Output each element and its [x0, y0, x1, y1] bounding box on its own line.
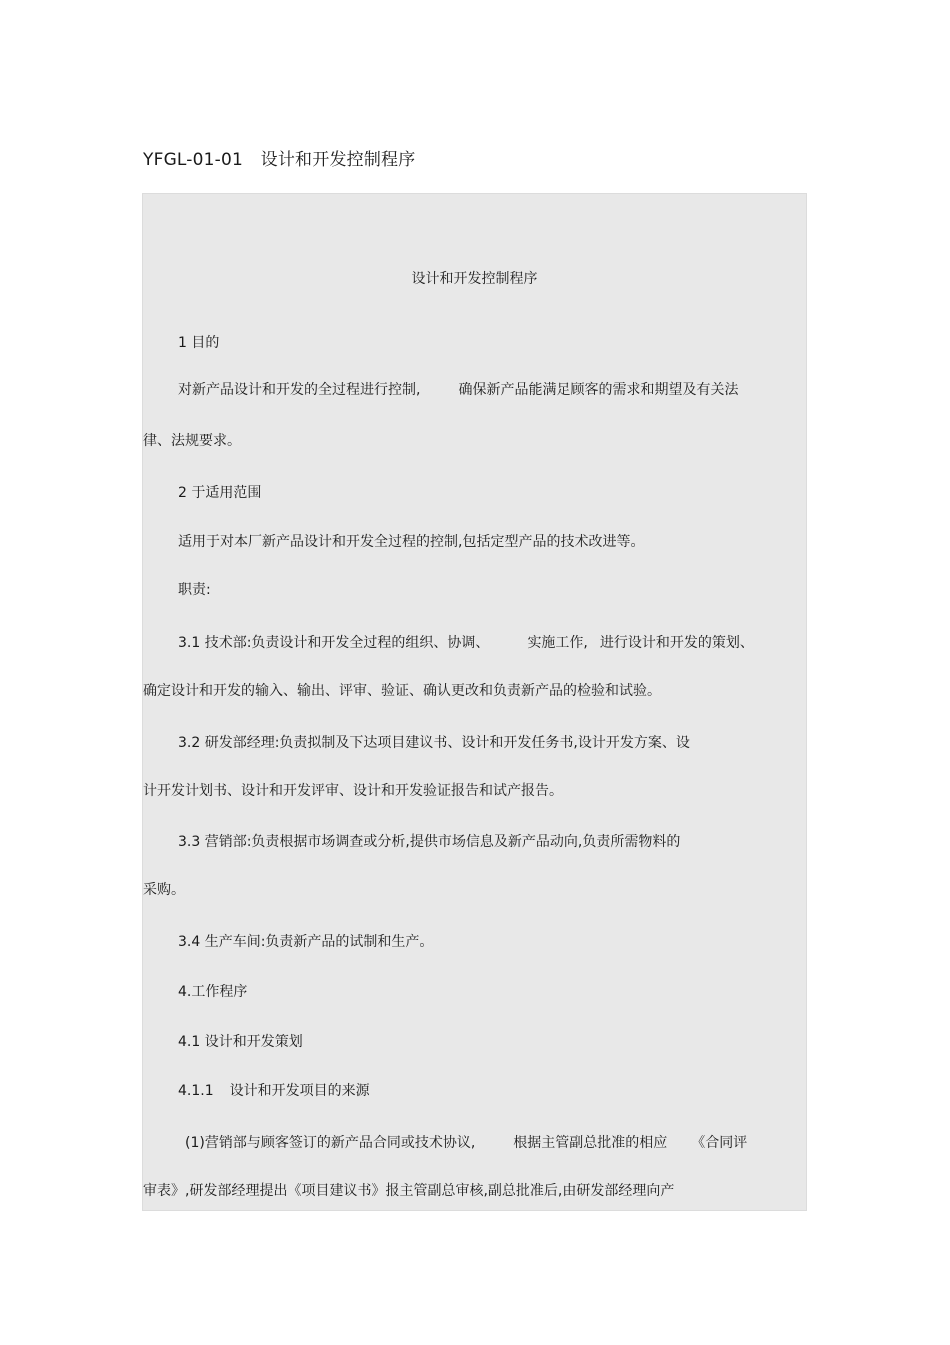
text-segment: 设计和开发项目的来源 — [229, 1083, 370, 1099]
text-segment: 确保新产品能满足顾客的需求和期望及有关法 — [458, 382, 739, 398]
text-segment: 根据主管副总批准的相应 — [513, 1135, 668, 1151]
section-3-3-line-2: 采购。 — [143, 882, 185, 898]
section-3-2-line-2: 计开发计划书、设计和开发评审、设计和开发验证报告和试产报告。 — [143, 783, 563, 799]
text-segment: (1)营销部与顾客签订的新产品合同或技术协议, — [185, 1135, 476, 1151]
section-3-4: 3.4 生产车间:负责新产品的试制和生产。 — [178, 934, 434, 950]
text-segment: 进行设计和开发的策划、 — [599, 635, 754, 651]
section-3-heading: 职责: — [178, 582, 211, 598]
document-code: YFGL-01-01 — [143, 150, 244, 170]
body-title: 设计和开发控制程序 — [411, 271, 538, 287]
paragraph-1-line-2: 审表》,研发部经理提出《项目建议书》报主管副总审核,副总批准后,由研发部经理向产 — [143, 1183, 675, 1199]
section-3-1-line-1 — [178, 634, 754, 652]
section-3-3-line-1: 3.3 营销部:负责根据市场调查或分析,提供市场信息及新产品动向,负责所需物料的 — [178, 834, 681, 850]
text-segment: 《合同评 — [691, 1135, 748, 1151]
section-2-paragraph: 适用于对本厂新产品设计和开发全过程的控制,包括定型产品的技术改进等。 — [178, 534, 645, 550]
paragraph-1-line-1 — [185, 1134, 747, 1152]
text-segment: 3.1 技术部:负责设计和开发全过程的组织、协调、 — [178, 635, 490, 651]
section-1-paragraph-line-2: 律、法规要求。 — [143, 433, 241, 449]
document-header-title: 设计和开发控制程序 — [260, 150, 416, 170]
section-1-paragraph-line-1 — [178, 381, 738, 399]
section-4-1-heading: 4.1 设计和开发策划 — [178, 1034, 303, 1050]
section-2-heading: 2 于适用范围 — [178, 485, 262, 501]
text-segment: 对新产品设计和开发的全过程进行控制, — [178, 382, 421, 398]
section-3-2-line-1: 3.2 研发部经理:负责拟制及下达项目建议书、设计和开发任务书,设计开发方案、设 — [178, 735, 690, 751]
text-segment: 实施工作, — [527, 635, 588, 651]
document-body — [142, 193, 807, 1211]
section-3-1-line-2: 确定设计和开发的输入、输出、评审、验证、确认更改和负责新产品的检验和试验。 — [143, 683, 661, 699]
section-4-1-1-heading — [178, 1082, 370, 1100]
document-header — [143, 145, 415, 170]
section-number: 4.1.1 — [178, 1083, 214, 1099]
section-4-heading: 4.工作程序 — [178, 984, 248, 1000]
section-1-heading: 1 目的 — [178, 335, 220, 351]
